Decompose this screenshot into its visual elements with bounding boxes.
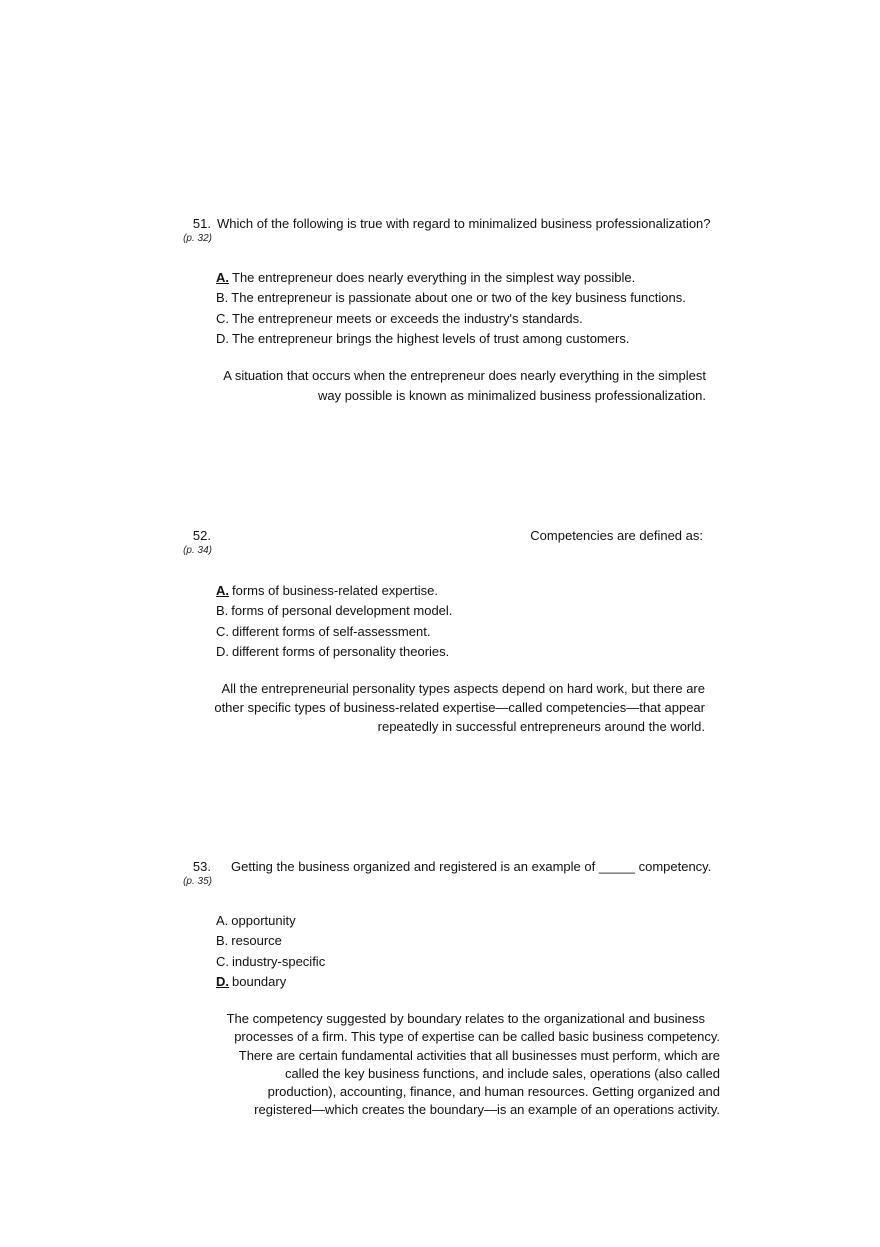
option-letter: A.	[216, 913, 229, 928]
option-text: different forms of personality theories.	[232, 643, 450, 659]
page-reference: (p. 35)	[183, 876, 212, 887]
question-number: 53.	[192, 859, 211, 874]
option-letter: B.	[216, 603, 229, 619]
page-reference: (p. 34)	[183, 545, 212, 556]
option-text: The entrepreneur meets or exceeds the industry's standards.	[232, 310, 583, 326]
answer-explanation	[223, 366, 706, 406]
explanation-line: called the key business functions, and include sales, operations (also called	[284, 1065, 720, 1081]
option-letter: D.	[216, 330, 229, 346]
option-d	[216, 642, 452, 662]
option-text: forms of personal development model.	[231, 603, 453, 619]
answer-explanation	[227, 1010, 720, 1120]
option-b	[216, 288, 686, 308]
option-text: boundary	[232, 973, 287, 989]
option-c	[216, 622, 452, 642]
answer-explanation	[214, 679, 705, 736]
question-stem: Competencies are defined as:	[530, 528, 703, 543]
question-stem: Which of the following is true with regard to minimalized business professionalization?	[217, 216, 711, 231]
explanation-line: All the entrepreneurial personality types aspects depend on hard work, but there are	[221, 681, 705, 696]
option-letter: B.	[216, 933, 229, 949]
explanation-line: other specific types of business-related expertise—called competencies—that appear	[214, 700, 705, 715]
option-b	[216, 601, 452, 621]
explanation-line: There are certain fundamental activities that all businesses must perform, which are	[238, 1047, 720, 1063]
option-text: opportunity	[231, 913, 296, 928]
option-b	[216, 931, 325, 951]
option-letter: D.	[216, 643, 229, 659]
option-letter: C.	[216, 953, 229, 969]
option-text: The entrepreneur is passionate about one or two of the key business functions.	[231, 290, 686, 306]
option-letter: C.	[216, 623, 229, 639]
page-reference: (p. 32)	[183, 233, 212, 244]
option-text: forms of business-related expertise.	[232, 583, 438, 598]
options-list	[216, 911, 325, 992]
question-stem: Getting the business organized and registered is an example of _____ competency.	[231, 859, 712, 874]
option-text: resource	[231, 933, 282, 949]
option-c	[216, 952, 325, 972]
explanation-line: A situation that occurs when the entrepreneur does nearly everything in the simplest	[223, 368, 706, 383]
explanation-line: The competency suggested by boundary relates to the organizational and business	[226, 1011, 705, 1026]
option-a	[216, 581, 452, 601]
option-letter: C.	[216, 310, 229, 326]
option-text: industry-specific	[232, 953, 326, 969]
option-c	[216, 309, 686, 329]
option-letter: A.	[216, 270, 229, 285]
option-a	[216, 268, 686, 288]
explanation-line: repeatedly in successful entrepreneurs around the world.	[377, 719, 705, 734]
question-number: 52.	[192, 528, 211, 543]
options-list	[216, 581, 452, 662]
option-a	[216, 911, 325, 931]
option-d	[216, 972, 325, 992]
option-text: The entrepreneur brings the highest levels of trust among customers.	[232, 330, 630, 346]
explanation-line: processes of a firm. This type of expertise can be called basic business competency.	[234, 1029, 720, 1045]
option-letter: A.	[216, 583, 229, 598]
option-d	[216, 329, 686, 349]
option-text: The entrepreneur does nearly everything in the simplest way possible.	[232, 270, 636, 285]
option-text: different forms of self-assessment.	[232, 623, 431, 639]
explanation-line: way possible is known as minimalized business professionalization.	[317, 388, 706, 403]
options-list	[216, 268, 686, 349]
option-letter: D.	[216, 973, 229, 989]
explanation-line: registered—which creates the boundary—is an example of an operations activity.	[254, 1102, 720, 1118]
option-letter: B.	[216, 290, 229, 306]
question-number: 51.	[192, 216, 211, 231]
explanation-line: production), accounting, finance, and human resources. Getting organized and	[267, 1084, 720, 1100]
